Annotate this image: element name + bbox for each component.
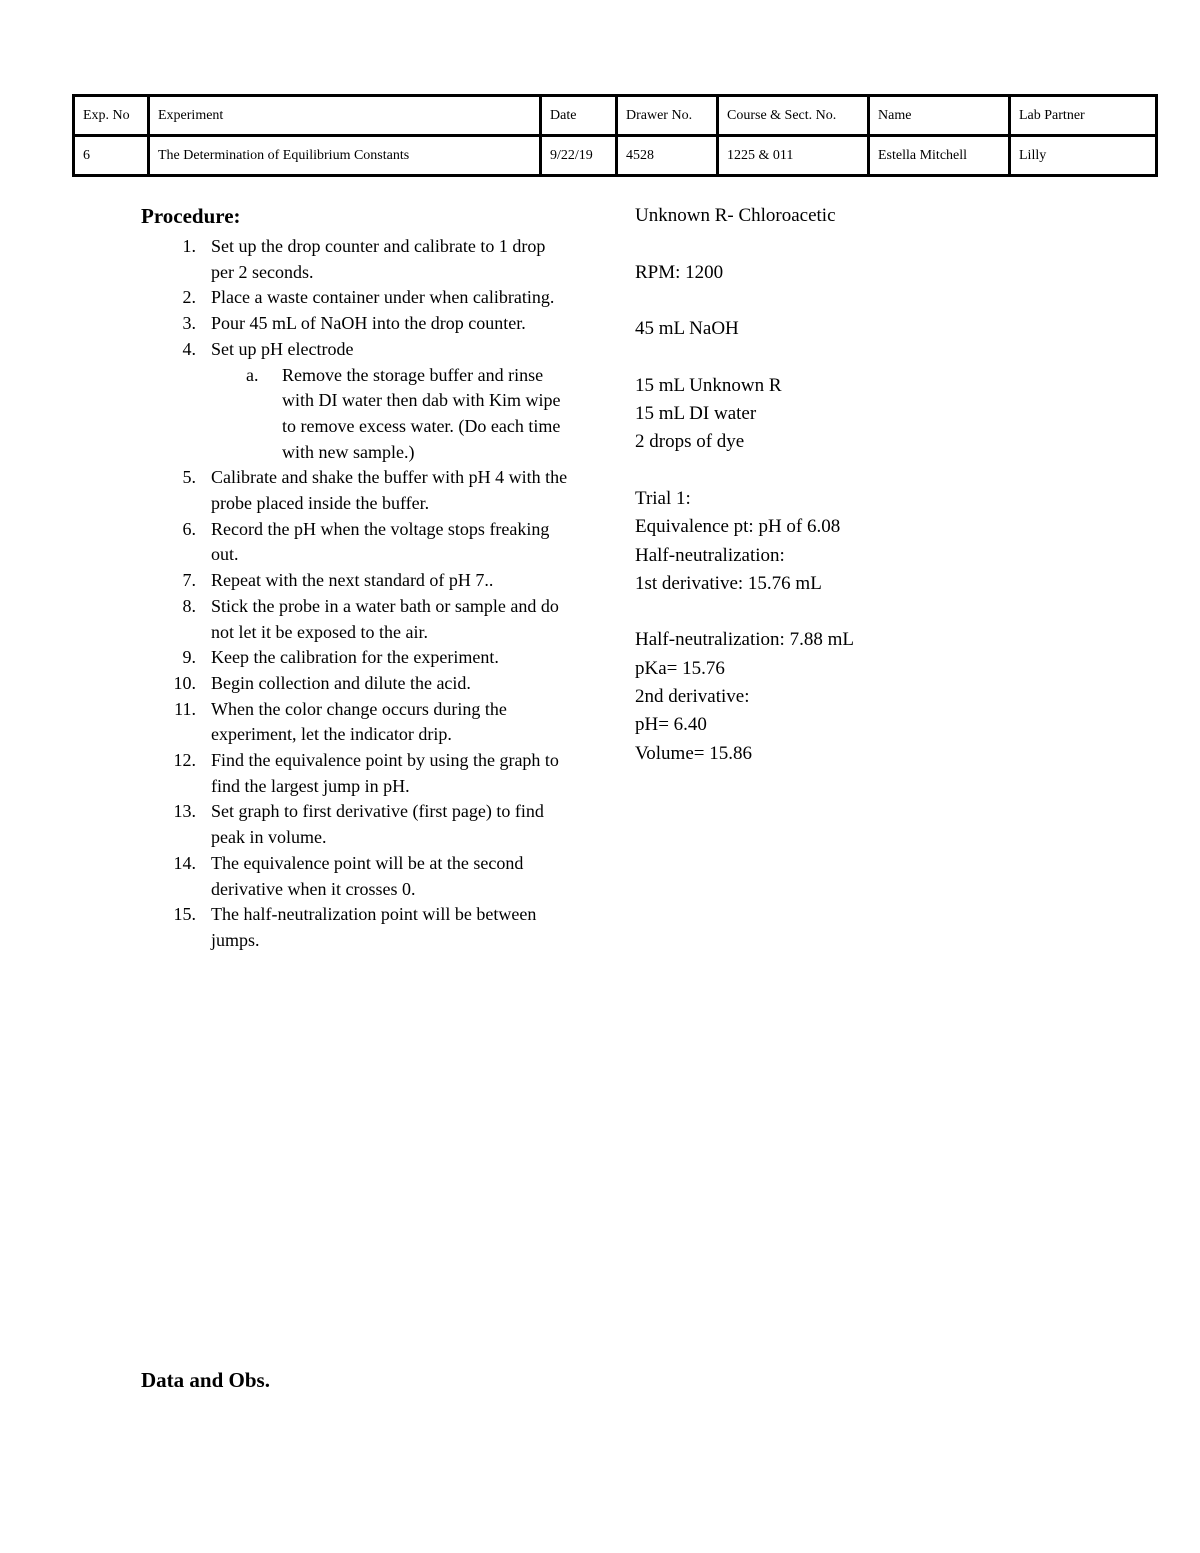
step-number: 10. — [173, 672, 196, 693]
procedure-step — [141, 568, 571, 594]
procedure-step — [141, 311, 571, 337]
step-number: 15. — [173, 904, 196, 925]
step-number: 11. — [174, 698, 196, 719]
note-line — [635, 457, 1135, 485]
note-line — [635, 230, 1135, 258]
note-line: pKa= 15.76 — [635, 657, 725, 679]
header-label-row — [74, 96, 1157, 136]
step-number: 6. — [182, 518, 196, 539]
notes-column — [635, 202, 1135, 768]
procedure-steps — [141, 234, 571, 954]
procedure-step — [141, 465, 571, 516]
procedure-step — [141, 671, 571, 697]
note-line: Equivalence pt: pH of 6.08 — [635, 516, 841, 538]
procedure-substeps — [211, 363, 571, 466]
substep-letter: a. — [246, 364, 259, 385]
step-number: 5. — [182, 467, 196, 488]
procedure-step — [141, 799, 571, 850]
step-text: Find the equivalence point by using the graph to find the largest jump in pH. — [211, 750, 559, 796]
header-value-row — [74, 136, 1157, 176]
procedure-step — [141, 285, 571, 311]
header-value-drawer-no: 4528 — [617, 136, 718, 176]
step-text: The half-neutralization point will be between jumps. — [211, 904, 537, 950]
step-text: Keep the calibration for the experiment. — [211, 647, 499, 668]
step-number: 3. — [182, 313, 196, 334]
header-label-name: Name — [869, 96, 1010, 136]
step-number: 8. — [182, 595, 196, 616]
step-text: Repeat with the next standard of pH 7.. — [211, 570, 494, 591]
step-text: Record the pH when the voltage stops freaking out. — [211, 518, 550, 565]
header-label-drawer-no: Drawer No. — [617, 96, 718, 136]
header-label-date: Date — [541, 96, 617, 136]
substep-text: Remove the storage buffer and rinse with DI water then dab with Kim wipe to remove excess water. (Do each time with new sample.) — [282, 364, 561, 462]
note-line: 15 mL DI water — [635, 403, 757, 425]
procedure-step — [141, 234, 571, 285]
header-label-exp-no: Exp. No — [74, 96, 149, 136]
note-line — [635, 598, 1135, 626]
data-and-obs-heading: Data and Obs. — [141, 1368, 270, 1392]
header-value-lab-partner: Lilly — [1010, 136, 1157, 176]
note-line — [635, 287, 1135, 315]
procedure-step — [141, 697, 571, 748]
procedure-step — [141, 645, 571, 671]
procedure-step — [141, 851, 571, 902]
note-line: pH= 6.40 — [635, 714, 707, 736]
note-line: 2nd derivative: — [635, 686, 750, 708]
step-text: Begin collection and dilute the acid. — [211, 672, 471, 693]
procedure-substep — [211, 363, 571, 466]
procedure-step — [141, 902, 571, 953]
header-label-lab-partner: Lab Partner — [1010, 96, 1157, 136]
procedure-step — [141, 594, 571, 645]
note-line: 45 mL NaOH — [635, 318, 739, 340]
step-number: 14. — [173, 852, 196, 873]
header-value-date: 9/22/19 — [541, 136, 617, 176]
header-value-course-sect: 1225 & 011 — [718, 136, 869, 176]
step-text: Set up the drop counter and calibrate to 1 drop per 2 seconds. — [211, 236, 546, 282]
step-number: 2. — [182, 287, 196, 308]
step-number: 13. — [173, 801, 196, 822]
header-label-course-sect: Course & Sect. No. — [718, 96, 869, 136]
step-number: 4. — [182, 338, 196, 359]
step-text: Pour 45 mL of NaOH into the drop counter. — [211, 313, 526, 334]
note-line — [635, 343, 1135, 371]
note-line: Volume= 15.86 — [635, 742, 752, 764]
note-line: Half-neutralization: — [635, 544, 785, 566]
step-text: Set up pH electrode — [211, 338, 354, 359]
step-text: Set graph to first derivative (first page) to find peak in volume. — [211, 801, 544, 848]
step-text: Calibrate and shake the buffer with pH 4 with the probe placed inside the buffer. — [211, 467, 568, 514]
note-line: 1st derivative: 15.76 mL — [635, 572, 822, 594]
note-line: 15 mL Unknown R — [635, 374, 782, 396]
note-line: Trial 1: — [635, 487, 691, 509]
note-line: RPM: 1200 — [635, 261, 724, 283]
header-label-experiment: Experiment — [149, 96, 541, 136]
step-number: 9. — [182, 647, 196, 668]
note-line: 2 drops of dye — [635, 431, 745, 453]
step-text: Place a waste container under when calibrating. — [211, 287, 555, 308]
step-number: 12. — [173, 750, 196, 771]
step-text: The equivalence point will be at the second derivative when it crosses 0. — [211, 852, 524, 899]
procedure-title: Procedure: — [141, 204, 241, 228]
header-value-name: Estella Mitchell — [869, 136, 1010, 176]
note-line: Half-neutralization: 7.88 mL — [635, 629, 854, 651]
step-number: 7. — [182, 570, 196, 591]
header-value-exp-no: 6 — [74, 136, 149, 176]
step-number: 1. — [182, 236, 196, 256]
step-text: Stick the probe in a water bath or sample and do not let it be exposed to the air. — [211, 595, 559, 642]
procedure-step — [141, 337, 571, 466]
note-line: Unknown R- Chloroacetic — [635, 205, 836, 226]
header-value-experiment: The Determination of Equilibrium Constants — [149, 136, 541, 176]
procedure-step — [141, 748, 571, 799]
header-table — [72, 94, 1158, 177]
procedure-step — [141, 517, 571, 568]
step-text: When the color change occurs during the experiment, let the indicator drip. — [211, 698, 507, 745]
procedure-section — [141, 202, 571, 954]
